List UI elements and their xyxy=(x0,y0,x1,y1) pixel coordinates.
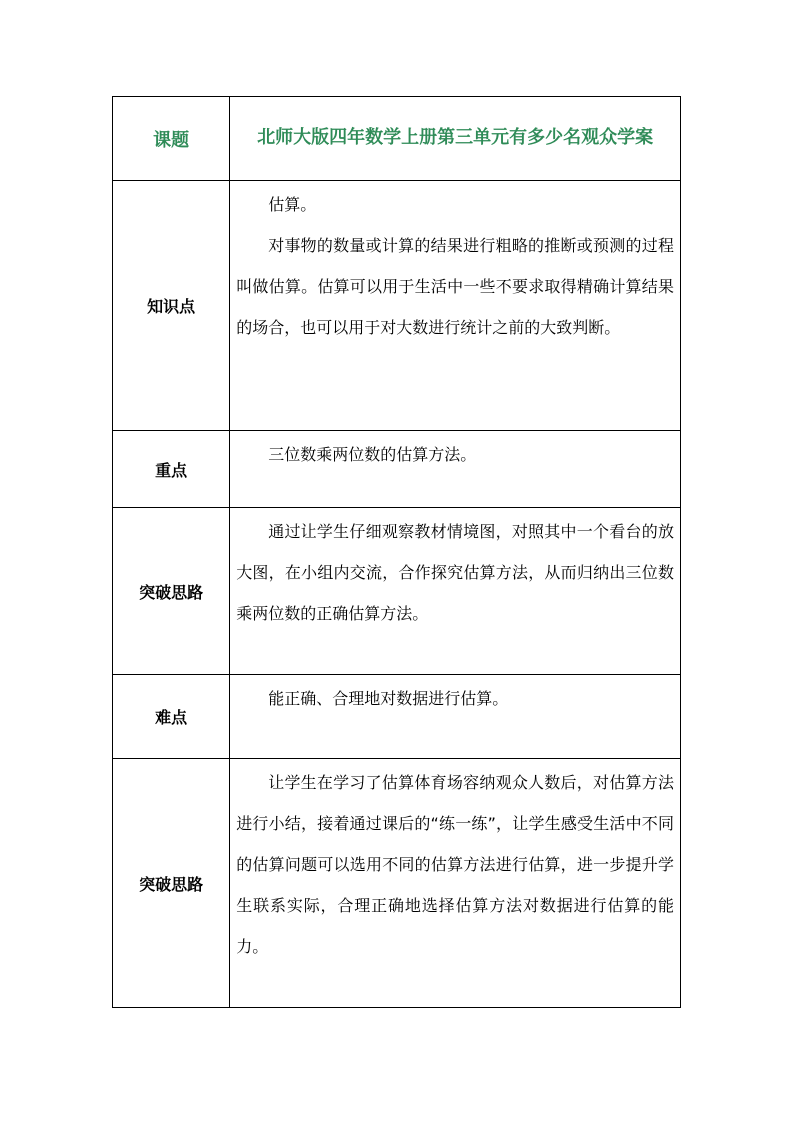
table-row xyxy=(113,759,681,1008)
table-row xyxy=(113,181,681,431)
title-row xyxy=(113,97,681,181)
content-paragraph: 估算。 xyxy=(268,195,317,214)
content-paragraph: 三位数乘两位数的估算方法。 xyxy=(268,445,477,464)
content-paragraph: 能正确、合理地对数据进行估算。 xyxy=(268,689,509,708)
row-label-difficulty: 难点 xyxy=(113,675,230,759)
row-content-knowledge xyxy=(230,181,681,431)
table-row xyxy=(113,431,681,508)
content-paragraph: 让学生在学习了估算体育场容纳观众人数后，对估算方法进行小结，接着通过课后的“练一练”，让学生感受生活中不同的估算问题可以选用不同的估算方法进行估算，进一步提升学生联系实际，合理正确地选择估算方法对数据进行估算的能力。 xyxy=(236,773,674,956)
row-label-knowledge: 知识点 xyxy=(113,181,230,431)
content-paragraph: 对事物的数量或计算的结果进行粗略的推断或预测的过程叫做估算。估算可以用于生活中一些不要求取得精确计算结果的场合，也可以用于对大数进行统计之前的大致判断。 xyxy=(236,236,674,337)
topic-label: 课题 xyxy=(113,97,230,181)
content-paragraph: 通过让学生仔细观察教材情境图，对照其中一个看台的放大图，在小组内交流，合作探究估算方法，从而归纳出三位数乘两位数的正确估算方法。 xyxy=(236,522,674,623)
table-row xyxy=(113,508,681,675)
row-content-difficulty xyxy=(230,675,681,759)
row-content-approach-2 xyxy=(230,759,681,1008)
lesson-title: 北师大版四年数学上册第三单元有多少名观众学案 xyxy=(230,97,681,181)
row-content-key-point xyxy=(230,431,681,508)
row-label-approach-1: 突破思路 xyxy=(113,508,230,675)
lesson-plan-table xyxy=(112,96,681,1008)
row-label-key-point: 重点 xyxy=(113,431,230,508)
row-label-approach-2: 突破思路 xyxy=(113,759,230,1008)
table-row xyxy=(113,675,681,759)
row-content-approach-1 xyxy=(230,508,681,675)
